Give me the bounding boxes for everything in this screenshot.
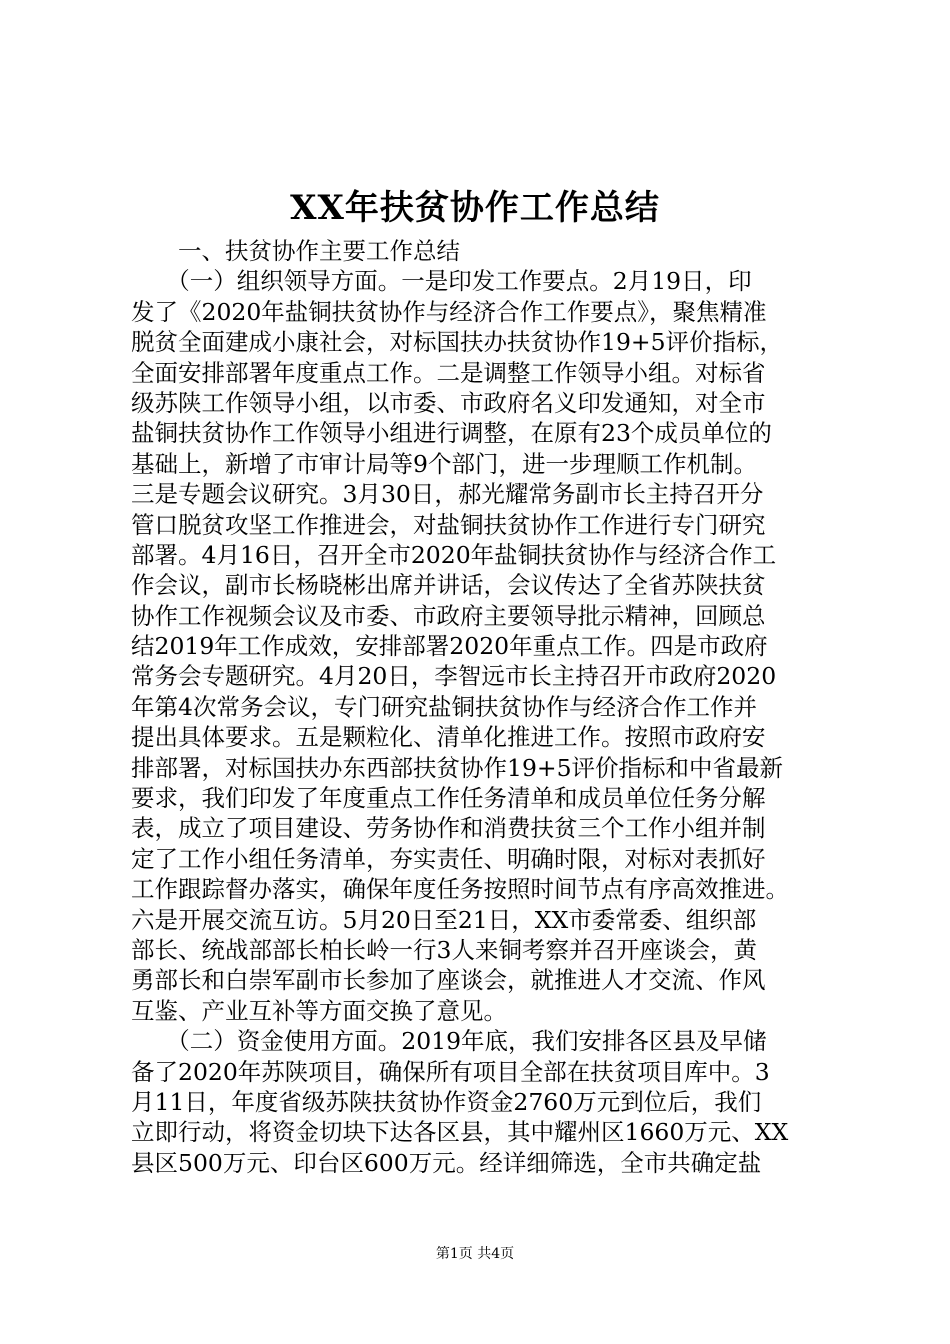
text-line: 常务会专题研究。4月20日，李智远市长主持召开市政府2020 bbox=[131, 662, 777, 691]
text-line: 结2019年工作成效，安排部署2020年重点工作。四是市政府 bbox=[131, 632, 768, 661]
text-line: 提出具体要求。五是颗粒化、清单化推进工作。按照市政府安 bbox=[131, 723, 766, 752]
text-line: 脱贫全面建成小康社会，对标国扶办扶贫协作19+5评价指标， bbox=[131, 328, 784, 357]
text-line: 全面安排部署年度重点工作。二是调整工作领导小组。对标省 bbox=[131, 358, 766, 387]
text-line: 排部署，对标国扶办东西部扶贫协作19+5评价指标和中省最新 bbox=[131, 753, 784, 782]
document-title: XX年扶贫协作工作总结 bbox=[290, 188, 660, 228]
text-line: 月11日，年度省级苏陕扶贫协作资金2760万元到位后，我们 bbox=[131, 1087, 762, 1116]
text-line: 要求，我们印发了年度重点工作任务清单和成员单位任务分解 bbox=[131, 784, 766, 813]
text-line: 备了2020年苏陕项目，确保所有项目全部在扶贫项目库中。3 bbox=[131, 1057, 770, 1086]
text-line: 勇部长和白崇军副市长参加了座谈会，就推进人才交流、作风 bbox=[131, 966, 766, 995]
text-line: 互鉴、产业互补等方面交换了意见。 bbox=[131, 996, 507, 1025]
text-line: 级苏陕工作领导小组，以市委、市政府名义印发通知，对全市 bbox=[131, 388, 766, 417]
text-line: 三是专题会议研究。3月30日，郝光耀常务副市长主持召开分 bbox=[131, 480, 764, 509]
document-body bbox=[131, 236, 831, 1178]
text-line: 县区500万元、印台区600万元。经详细筛选，全市共确定盐 bbox=[131, 1148, 762, 1177]
text-line: 表，成立了项目建设、劳务协作和消费扶贫三个工作小组并制 bbox=[131, 814, 766, 843]
text-line: 基础上，新增了市审计局等9个部门，进一步理顺工作机制。 bbox=[131, 449, 757, 478]
text-line: 六是开展交流互访。5月20日至21日，XX市委常委、组织部 bbox=[131, 905, 757, 934]
text-line: 年第4次常务会议，专门研究盐铜扶贫协作与经济合作工作并 bbox=[131, 692, 757, 721]
text-line: 管口脱贫攻坚工作推进会，对盐铜扶贫协作工作进行专门研究 bbox=[131, 510, 766, 539]
text-line: 协作工作视频会议及市委、市政府主要领导批示精神，回顾总 bbox=[131, 601, 766, 630]
text-line: 发了《2020年盐铜扶贫协作与经济合作工作要点》，聚焦精准 bbox=[131, 297, 767, 326]
text-line: （二）资金使用方面。2019年底，我们安排各区县及早储 bbox=[131, 1027, 767, 1056]
text-line: 部长、统战部部长柏长岭一行3人来铜考察并召开座谈会，黄 bbox=[131, 935, 757, 964]
text-line: 盐铜扶贫协作工作领导小组进行调整，在原有23个成员单位的 bbox=[131, 419, 772, 448]
text-line: （一）组织领导方面。一是印发工作要点。2月19日，印 bbox=[131, 267, 752, 296]
text-line: 一、扶贫协作主要工作总结 bbox=[131, 237, 460, 265]
page-footer: 第1页 共4页 bbox=[435, 1246, 515, 1262]
text-line: 定了工作小组任务清单，夯实责任、明确时限，对标对表抓好 bbox=[131, 844, 766, 873]
text-line: 工作跟踪督办落实，确保年度任务按照时间节点有序高效推进。 bbox=[131, 875, 789, 904]
text-line: 作会议，副市长杨晓彬出席并讲话，会议传达了全省苏陕扶贫 bbox=[131, 571, 766, 600]
text-line: 立即行动，将资金切块下达各区县，其中耀州区1660万元、XX bbox=[131, 1118, 789, 1147]
text-line: 部署。4月16日，召开全市2020年盐铜扶贫协作与经济合作工 bbox=[131, 540, 777, 569]
